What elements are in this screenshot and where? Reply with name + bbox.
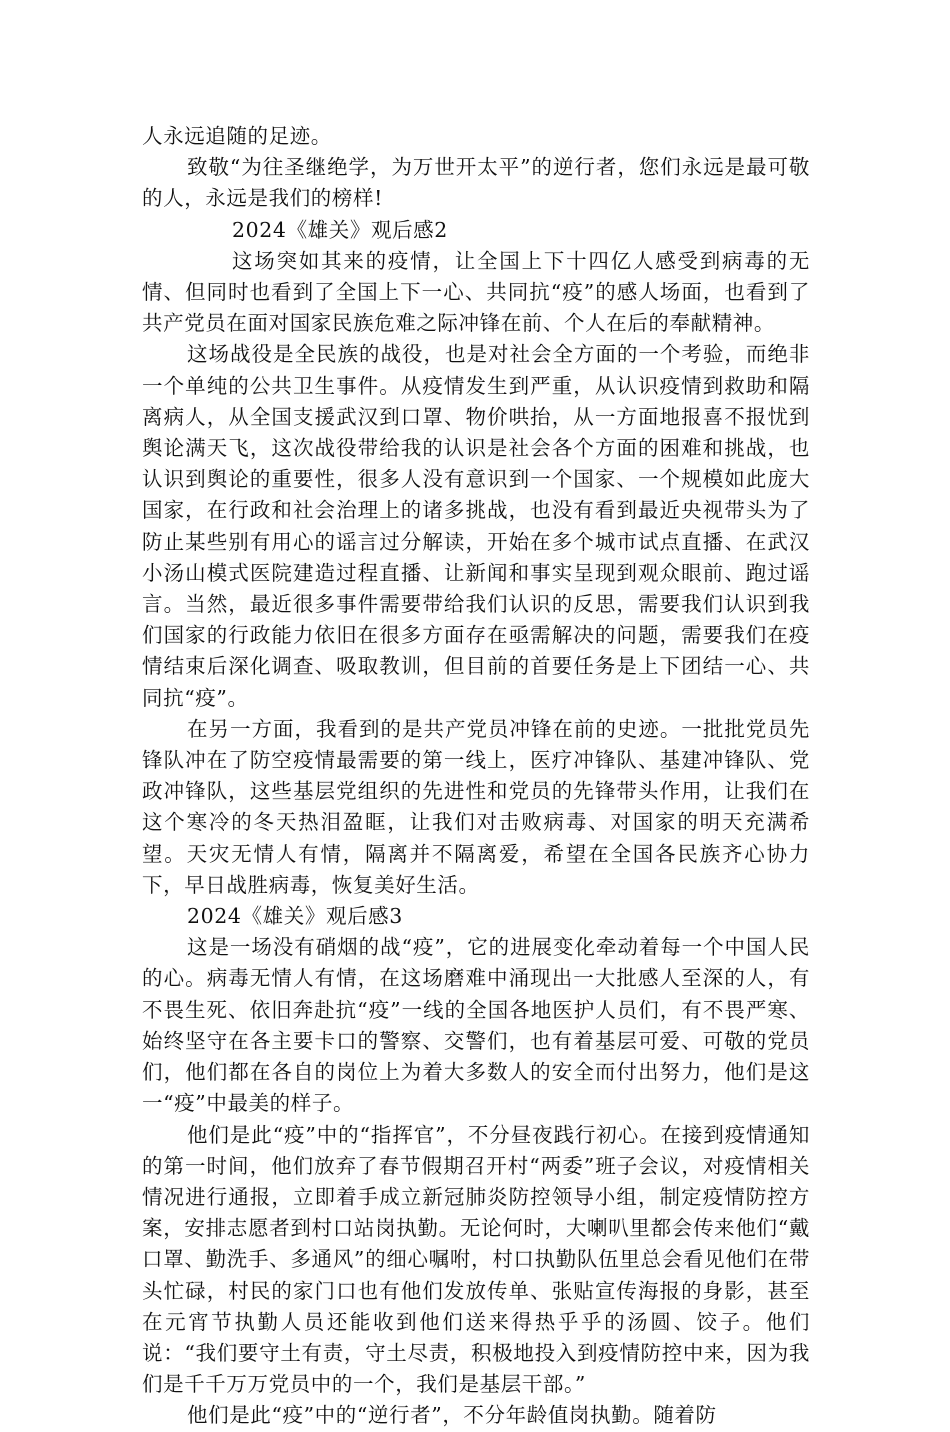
paragraph-continuation: 人永远追随的足迹。 — [142, 124, 332, 148]
paragraph-battle: 这场战役是全民族的战役，也是对社会全方面的一个考验，而绝非一个单纯的公共卫生事件。从疫情发生到严重，从认识疫情到救助和隔离病人，从全国支援武汉到口罩、物价哄抬，从一方面地报喜不报忧到舆论满天飞，这次战役带给我的认识是社会各个方面的困难和挑战，也认识到舆论的重要性，很多人没有意识到一个国家、一个规模如此庞大国家，在行政和社会治理上的诸多挑战，也没有看到最近央视带头为了防止某些别有用心的谣言过分解读，开始在多个城市试点直播、在武汉小汤山模式医院建造过程直播、让新闻和事实呈现到观众眼前、跑过谣言。当然，最近很多事件需要带给我们认识的反思，需要我们认识到我们国家的行政能力依旧在很多方面存在亟需解决的问题，需要我们在疫情结束后深化调查、吸取教训，但目前的首要任务是上下团结一心、共同抗“疫”。 — [142, 342, 810, 710]
document-body — [142, 121, 810, 1432]
section-heading-3: 2024《雄关》观后感3 — [187, 904, 403, 929]
paragraph-tribute: 致敬“为往圣继绝学，为万世开太平”的逆行者，您们永远是最可敬的人，永远是我们的榜样! — [142, 155, 810, 211]
paragraph-commanders: 他们是此“疫”中的“指挥官”，不分昼夜践行初心。在接到疫情通知的第一时间，他们放弃了春节假期召开村“两委”班子会议，对疫情相关情况进行通报，立即着手成立新冠肺炎防控领导小组，制定疫情防控方案，安排志愿者到村口站岗执勤。无论何时，大喇叭里都会传来他们“戴口罩、勤洗手、多通风”的细心嘱咐，村口执勤队伍里总会看见他们在带头忙碌，村民的家门口也有他们发放传单、张贴宣传海报的身影，甚至在元宵节执勤人员还能收到他们送来得热乎乎的汤圆、饺子。他们说：“我们要守土有责，守土尽责，积极地投入到疫情防控中来，因为我们是千千万万党员中的一个，我们是基层干部。” — [142, 1122, 810, 1397]
paragraph-party-members: 在另一方面，我看到的是共产党员冲锋在前的史迹。一批批党员先锋队冲在了防空疫情最需要的第一线上，医疗冲锋队、基建冲锋队、党政冲锋队，这些基层党组织的先进性和党员的先锋带头作用，让我们在这个寒冷的冬天热泪盈眶，让我们对击败病毒、对国家的明天充满希望。天灾无情人有情，隔离并不隔离爱，希望在全国各民族齐心协力下，早日战胜病毒，恢复美好生活。 — [142, 716, 810, 897]
paragraph-retrograders: 他们是此“疫”中的“逆行者”，不分年龄值岗执勤。随着防 — [187, 1403, 717, 1428]
paragraph-epidemic-intro: 这场突如其来的疫情，让全国上下十四亿人感受到病毒的无情、但同时也看到了全国上下一心、共同抗“疫”的感人场面，也看到了共产党员在面对国家民族危难之际冲锋在前、个人在后的奉献精神。 — [142, 248, 810, 336]
section-heading-2: 2024《雄关》观后感2 — [232, 217, 448, 242]
paragraph-war-without-smoke: 这是一场没有硝烟的战“疫”，它的进展变化牵动着每一个中国人民的心。病毒无情人有情，在这场磨难中涌现出一大批感人至深的人，有不畏生死、依旧奔赴抗“疫”一线的全国各地医护人员们，有不畏严寒、始终坚守在各主要卡口的警察、交警们，也有着基层可爱、可敬的党员们，他们都在各自的岗位上为着大多数人的安全而付出努力，他们是这一“疫”中最美的样子。 — [142, 935, 810, 1116]
